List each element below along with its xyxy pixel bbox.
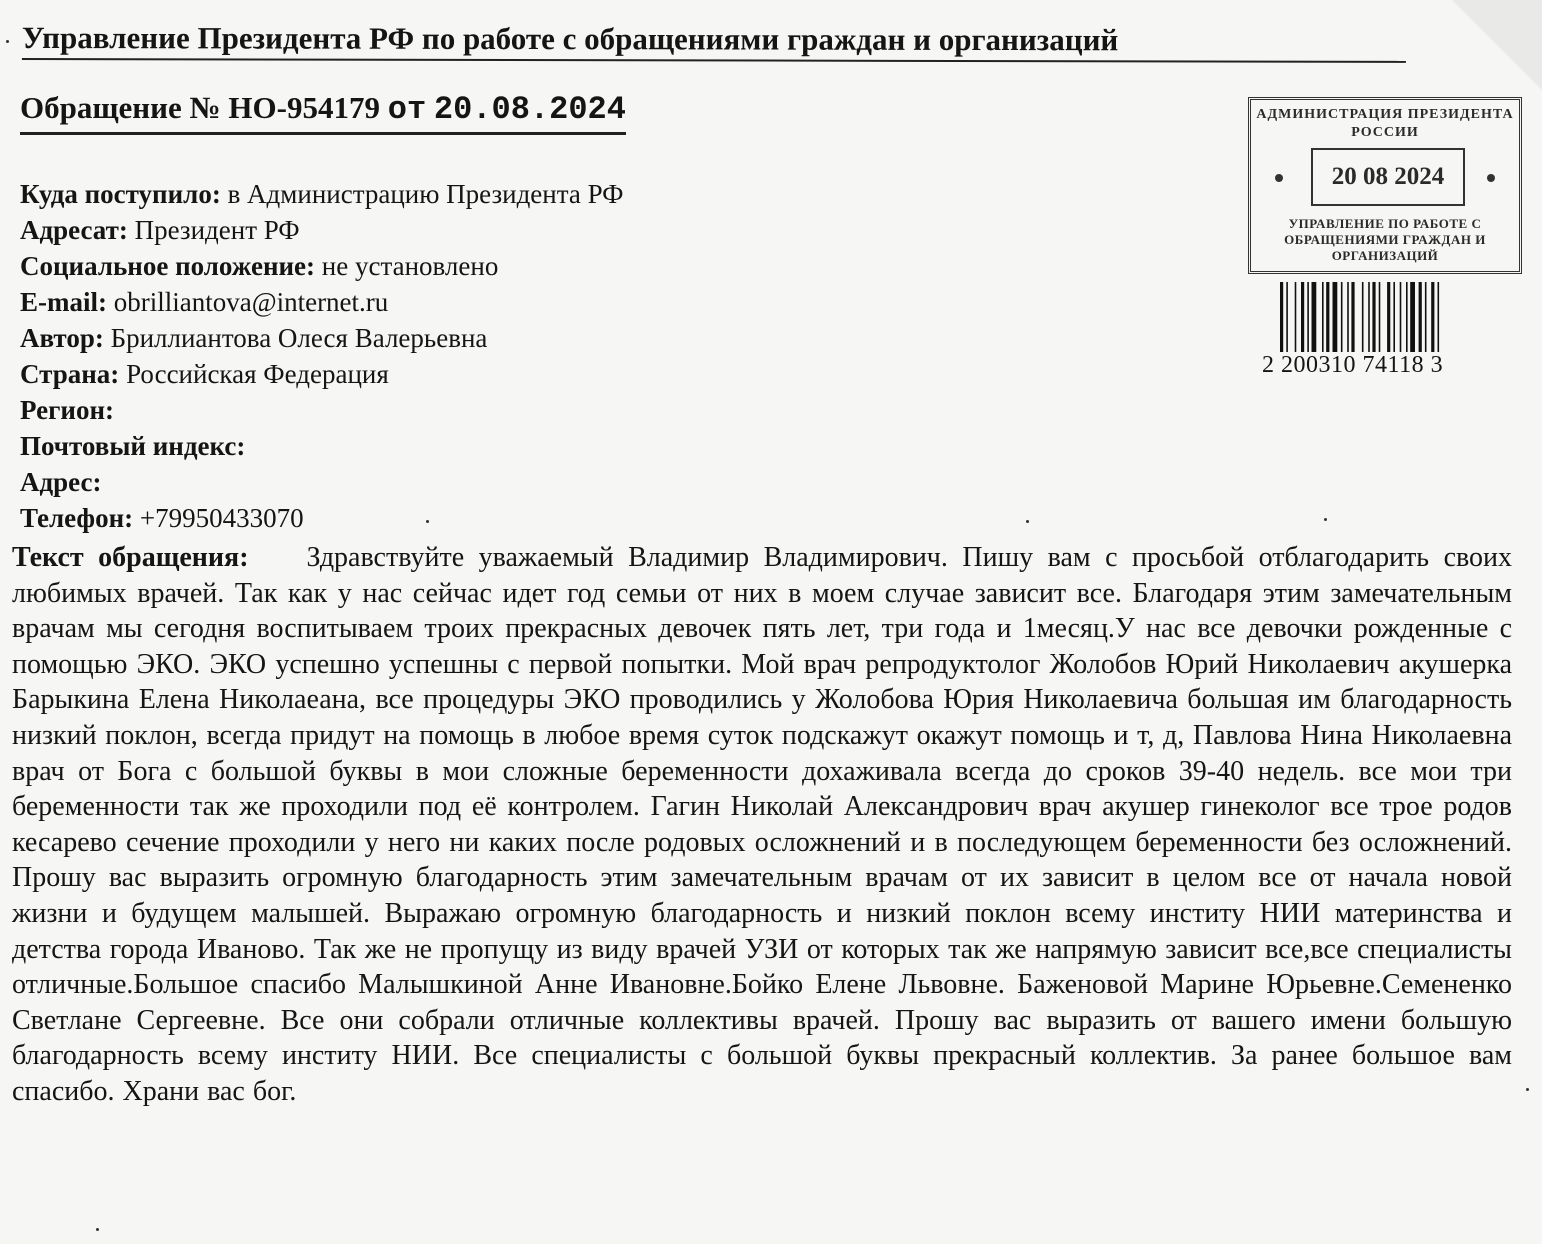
appeal-text-body: Здравствуйте уважаемый Владимир Владимирович. Пишу вам с просьбой отблагодарить своих любимых врачей. Так как у нас сейчас идет год семьи от них в моем случае зависит все. Благодаря этим замечательным врачам мы сегодня воспитываем троих прекрасных девочек пять лет, три года и 1месяц.У нас все девочки рожденные с помощью ЭКО. ЭКО успешно успешны с первой попытки. Мой врач репродуктолог Жолобов Юрий Николаевич акушерка Барыкина Елена Николаеана, все процедуры ЭКО проводились у Жолобова Юрия Николаевича большая им благодарность низкий поклон, всегда придут на помощь в любое время суток подскажут окажут помощь и т, д, Павлова Нина Николаевна врач от Бога с большой буквы в мои сложные беременности дохаживала всегда до сроков 39-40 недель. все мои три беременности так же проходили под её контролем. Гагин Николай Александрович врач акушер гинеколог все трое родов кесарево сечение проходили у него ни каких после родовых осложнений и в последующем беременности без осложнений. Прошу вас выразить огромную благодарность этим замечательным врачам от их зависит в целом все от начала новой жизни и будущем малышей. Выражаю огромную благодарность и низкий поклон всему институ НИИ материнства и детства города Иваново. Так же не пропущу из виду врачей УЗИ от которых так же напрямую зависит все,все специалисты отличные.Большое спасибо Малышкиной Анне Ивановне.Бойко Елене Львовне. Баженовой Марине Юрьевне.Семененко Светлане Сергеевне. Все они собрали отличные коллективы врачей. Прошу вас выразить от вашего имени большую благодарность всему институ НИИ. Все специалисты с большой буквы прекрасный коллектив. За ранее большое вам спасибо. Храни вас бог. [12, 542, 1513, 1107]
scan-speck [96, 1228, 99, 1231]
barcode-bar [1362, 282, 1364, 352]
stamp-bottom-text: УПРАВЛЕНИЕ ПО РАБОТЕ С ОБРАЩЕНИЯМИ ГРАЖДАН И ОРГАНИЗАЦИЙ [1284, 216, 1486, 263]
field-label: Социальное положение: [20, 251, 316, 281]
barcode-bar [1400, 282, 1402, 352]
scan-speck [6, 40, 9, 43]
scan-speck [1324, 518, 1327, 521]
field-value: в Администрацию Президента РФ [227, 179, 624, 209]
barcode-bar [1431, 282, 1434, 352]
field-value: Российская Федерация [126, 359, 389, 389]
appeal-fields [20, 176, 780, 536]
barcode-bar [1393, 282, 1395, 352]
field-country [20, 356, 780, 392]
barcode-bar [1295, 282, 1297, 352]
field-value: +79950433070 [139, 503, 304, 533]
barcode-bar [1379, 282, 1381, 352]
appeal-text-label: Текст обращения: [12, 542, 249, 573]
field-value: Бриллиантова Олеся Валерьевна [110, 323, 488, 353]
scan-speck [426, 520, 429, 523]
scan-speck [1026, 520, 1029, 523]
barcode-icon [1280, 282, 1492, 352]
barcode-bar [1347, 282, 1349, 352]
field-value: Президент РФ [134, 215, 300, 245]
barcode-bar [1419, 282, 1422, 352]
registration-stamp [1248, 97, 1522, 274]
barcode-bar [1307, 282, 1309, 352]
barcode-bar [1387, 282, 1390, 352]
stamp-top-text: АДМИНИСТРАЦИЯ ПРЕЗИДЕНТА РОССИИ [1256, 107, 1514, 140]
barcode-bar [1326, 282, 1329, 352]
appeal-date-prefix: от [387, 91, 427, 128]
field-region [20, 392, 780, 428]
barcode-bar [1333, 282, 1338, 352]
field-label: Страна: [20, 359, 120, 389]
stamp-dot-icon [1275, 174, 1283, 182]
barcode-bar [1301, 282, 1304, 352]
field-label: E-mail: [20, 287, 107, 317]
field-postal-code [20, 428, 780, 464]
field-email [20, 284, 780, 320]
stamp-date-row [1251, 148, 1519, 208]
appeal-text [12, 540, 1512, 1110]
appeal-title [20, 86, 626, 135]
field-destination [20, 176, 780, 212]
appeal-date: 20.08.2024 [433, 91, 626, 128]
field-label: Почтовый индекс: [20, 431, 246, 461]
field-phone [20, 500, 780, 536]
field-label: Автор: [20, 323, 104, 353]
barcode-bar [1322, 282, 1324, 352]
barcode-bar [1372, 282, 1375, 352]
folded-corner [1452, 0, 1542, 90]
field-value: obrilliantova@internet.ru [113, 287, 389, 317]
field-social-status [20, 248, 780, 284]
field-author [20, 320, 780, 356]
barcode-bar [1406, 282, 1408, 352]
appeal-number: НО-954179 [228, 90, 380, 125]
organization-header: Управление Президента РФ по работе с обращениями граждан и организаций [22, 18, 1406, 63]
barcode-bar [1410, 282, 1415, 352]
stamp-date: 20 08 2024 [1311, 148, 1465, 206]
appeal-title-prefix: Обращение № [20, 90, 221, 125]
barcode-bar [1425, 282, 1427, 352]
field-label: Телефон: [20, 503, 134, 533]
field-label: Адресат: [20, 215, 128, 245]
stamp-dot-icon [1487, 174, 1495, 182]
field-value: не установлено [321, 251, 499, 281]
field-label: Регион: [20, 395, 114, 425]
barcode-bar [1286, 282, 1288, 352]
barcode-number: 2 200310 74118 3 [1262, 352, 1444, 378]
barcode-bar [1368, 282, 1370, 352]
barcode-bar [1341, 282, 1343, 352]
field-addressee [20, 212, 780, 248]
barcode-bar [1312, 282, 1317, 352]
barcode-bar [1438, 282, 1440, 352]
barcode-bar [1351, 282, 1354, 352]
field-label: Адрес: [20, 467, 102, 497]
scan-speck [1526, 1088, 1529, 1091]
barcode-bar [1280, 282, 1283, 352]
field-label: Куда поступило: [20, 179, 221, 209]
field-address [20, 464, 780, 500]
